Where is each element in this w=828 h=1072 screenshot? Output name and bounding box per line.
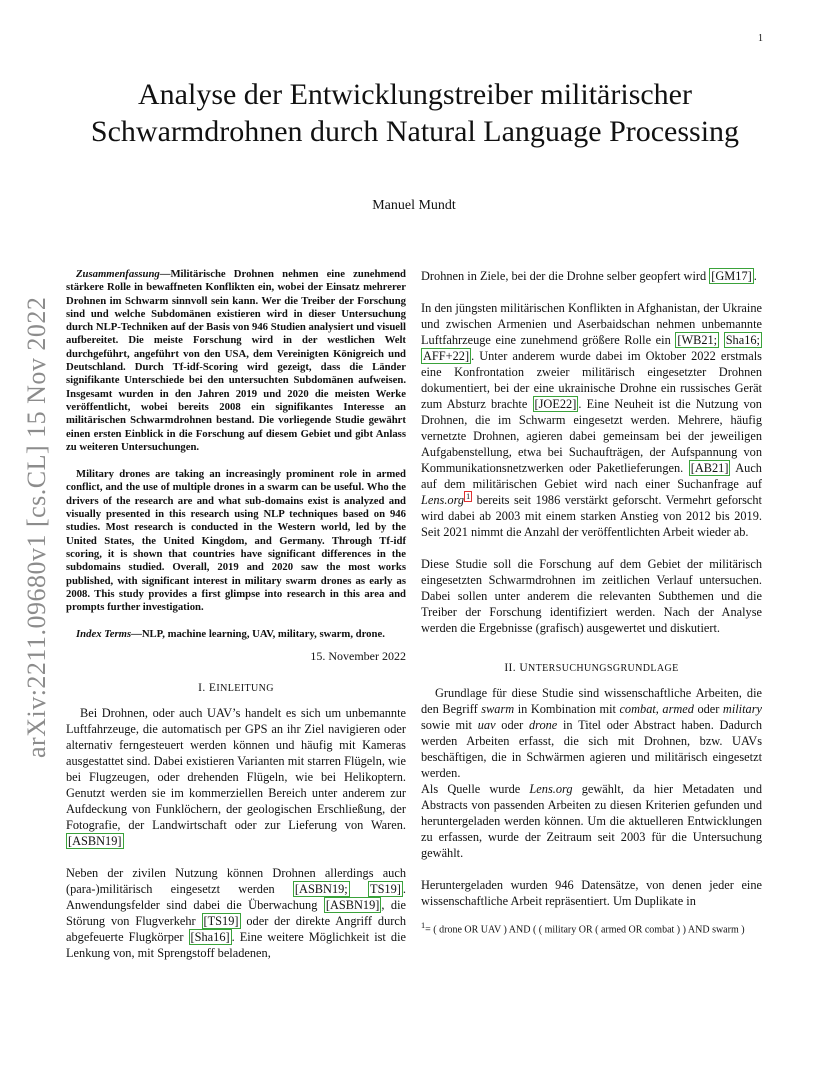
citation-link[interactable]: [WB21; <box>677 333 718 347</box>
section-heading-einleitung <box>66 680 406 697</box>
abstract-german <box>66 268 406 454</box>
paragraph <box>66 705 406 849</box>
paragraph-text: Auch auf dem militärischen Gebiet wird nach einer Suchanfrage auf <box>421 461 762 491</box>
section-number: II. <box>504 662 520 674</box>
paragraph-text: Als Quelle wurde <box>421 782 530 796</box>
paragraph-text: , die Störung von Flugverkehr <box>66 897 406 928</box>
lens-org-term: Lens.org <box>529 782 573 796</box>
section-heading-initial: E <box>208 681 217 694</box>
paragraph-text: In den jüngsten militärischen Konflikten in Afghanistan, der Ukraine und zwischen Armenien und Aserbaidschan nehmen unbemannte Luftfahrzeuge eine zunehmend größere Rolle ein <box>421 301 762 347</box>
keyword-term: armed <box>662 702 694 716</box>
footnote-number: 1 <box>421 921 426 930</box>
citation-link[interactable]: [TS19] <box>203 913 239 928</box>
paper-date: 15. November 2022 <box>310 648 406 663</box>
keyword-term: uav <box>477 718 496 732</box>
keyword-term: combat <box>619 702 656 716</box>
citation-link[interactable]: AFF+22] <box>423 349 470 363</box>
paragraph-text: oder der direkte Angriff durch abgefeuerte Flugkörper <box>66 913 406 944</box>
citation-link[interactable]: [ASBN19] <box>68 833 122 848</box>
paragraph-text: in Titel oder Abstract haben. Dadurch werden Arbeiten erfasst, die sich mit Drohnen, bzw. UAVs beschäftigen, die in Schwärmen agieren und militärisch eingesetzt werden. <box>421 718 762 780</box>
paragraph-text: , <box>655 702 663 716</box>
citation-link[interactable]: [JOE22] <box>534 397 577 411</box>
citation-link[interactable]: [ASBN19; <box>294 881 348 896</box>
section-heading-rest: INLEITUNG <box>216 682 274 694</box>
paragraph: Diese Studie soll die Forschung auf dem Gebiet der militärisch eingesetzten Schwarmdrohnen im zeitlichen Verlauf untersuchen. Dabei sollen unter anderem die relevanten Subthemen und die Treiber der Forschung identifiziert werden. Nach der Analyse werden die Ergebnisse (grafisch) ausgewertet und diskutiert. <box>421 557 762 635</box>
paragraph-text: . <box>753 269 757 283</box>
section-heading-rest: NTERSUCHUNGSGRUNDLAGE <box>528 663 679 674</box>
paragraph-text: oder <box>495 718 529 732</box>
footnote-marker[interactable]: 1 <box>466 491 471 501</box>
section-number: I. <box>198 681 209 694</box>
paragraph <box>66 865 406 961</box>
paragraph-text: oder <box>693 702 723 716</box>
paragraph-text: in Kombination mit <box>514 702 620 716</box>
citation-link[interactable]: TS19] <box>370 881 401 896</box>
author-name: Manuel Mundt <box>372 198 456 213</box>
paragraph-text: . Anwendungsfelder sind dabei die Überwachung <box>66 881 406 912</box>
page-number: 1 <box>758 33 763 44</box>
paragraph-text: . Eine Neuheit ist die Nutzung von Drohnen, die im Schwarm eingesetzt werden. Mehrere, häufig vernetzte Drohnen, agieren dabei gemeinsam bei der jeweiligen Aufgabenstellung, etwa bei Suchaufträgen, der Aufspannung von Kommunikationsnetzwerken oder Paketlieferungen. <box>421 397 762 475</box>
index-terms-text: —NLP, machine learning, UAV, military, swarm, drone. <box>131 628 385 641</box>
paragraph <box>421 300 762 540</box>
abstract-english: Military drones are taking an increasingly prominent role in armed conflict, and the use of multiple drones in a swarm can be useful. Who the drivers of the research are and what sub-domains exist is analyzed and visually presented in this research using NLP techniques based on 946 studies. Most research is conducted in the Western world, led by the United States, the United Kingdom, and Germany. Through Tf-idf scoring, it is shown that countries have significant differences in the subdomains studied. Overall, 2019 and 2020 saw the most works published, with significant interest in military swarm drones as early as 2008. This study provides a first glimpse into research in this area and prompts further investigation. <box>66 468 406 614</box>
right-column <box>421 268 762 936</box>
paragraph-text: Drohnen in Ziele, bei der die Drohne selber geopfert wird <box>421 269 710 283</box>
footnote <box>421 919 762 936</box>
paragraph-text: Neben der zivilen Nutzung können Drohnen allerdings auch (para-)militärisch eingesetzt werden <box>66 865 406 896</box>
paragraph: Heruntergeladen wurden 946 Datensätze, von denen jeder eine wissenschaftliche Arbeit repräsentiert. Um Duplikate in <box>421 878 762 908</box>
keyword-term: swarm <box>481 702 515 716</box>
paragraph <box>421 685 762 781</box>
paragraph-continued <box>421 268 762 284</box>
lens-org-term: Lens.org <box>421 493 465 507</box>
index-terms <box>66 628 406 641</box>
paragraph-text: . Eine weitere Möglichkeit ist die Lenkung von, mit Sprengstoff beladenen, <box>66 929 406 960</box>
paragraph-text: Bei Drohnen, oder auch UAV’s handelt es sich um unbemannte Luftfahrzeuge, die automatisch per GPS an ihr Ziel navigieren oder alternativ ferngesteuert werden können und häufig mit Kameras ausgestattet sind. Dabei existieren Varianten mit starren Flügeln, wie bei Flugzeugen, oder drehenden Flügeln, wie bei Helikoptern. Genutzt werden sie im kommerziellen Bereich unter anderem zur Aufdeckung von Funklöchern, der geologischen Erschließung, der Fotografie, der Landwirtschaft oder zur Lieferung von Waren. <box>66 705 406 832</box>
citation-link[interactable]: [ASBN19] <box>325 897 380 912</box>
left-column <box>66 268 406 961</box>
paragraph-text: Grundlage für diese Studie sind wissenschaftliche Arbeiten, die den Begriff <box>421 686 762 716</box>
paragraph-text: gewählt, da hier Metadaten und Abstracts von passenden Arbeiten zu diesen Kriterien gefunden und heruntergeladen werden können. Um die aktuelleren Entwicklungen zu erfassen, wurde der Zeitraum seit 2003 für die Untersuchung gewählt. <box>421 782 763 860</box>
citation-link[interactable]: Sha16; <box>725 333 760 347</box>
section-heading-untersuchungsgrundlage <box>421 660 762 677</box>
footnote-text: = ( drone OR UAV ) AND ( ( military OR ( armed OR combat ) ) AND swarm ) <box>425 924 745 936</box>
paper-title: Analyse der Entwicklungstreiber militärischer Schwarmdrohnen durch Natural Language Processing <box>90 78 740 148</box>
keyword-term: military <box>722 702 762 716</box>
citation-link[interactable]: [AB21] <box>690 461 729 475</box>
paragraph <box>421 781 762 861</box>
paragraph-text: . Unter anderem wurde dabei im Oktober 2022 erstmals eine Konfrontation zweier militärisch eingesetzter Drohnen dokumentiert, bei der eine ukrainische Drohne ein russisches Gerät zum Absturz brachte <box>421 349 762 411</box>
citation-link[interactable]: [Sha16] <box>190 929 230 944</box>
index-terms-label: Index Terms <box>76 628 132 641</box>
paragraph-text: bereits seit 1986 verstärkt geforscht. Vermehrt geforscht wird dabei ab 2003 mit einem starken Anstieg von 2012 bis 2019. Seit 2021 nimmt die Anzahl der veröffentlichten Arbeit wieder ab. <box>421 493 762 539</box>
paragraph-text: sowie mit <box>421 718 478 732</box>
abstract-label: Zusammenfassung <box>76 268 160 280</box>
arxiv-identifier-stamp: arXiv:2211.09680v1 [cs.CL] 15 Nov 2022 <box>22 296 51 758</box>
section-heading-initial: U <box>519 662 529 674</box>
keyword-term: drone <box>528 718 558 732</box>
citation-link[interactable]: [GM17] <box>711 269 752 283</box>
abstract-german-text: —Militärische Drohnen nehmen eine zunehmend stärkere Rolle in bewaffneten Konflikten ein, wobei der Einsatz mehrerer Drohnen im Schwarm sinnvoll sein kann. Wer die Treiber der Forschung sind und welche Subdomänen existieren wird in dieser Untersuchung durch NLP-Techniken auf der Basis von 946 Studien analysiert und visuell aufbereitet. Die meiste Forschung wird in der westlichen Welt durchgeführt, angeführt von den USA, dem Vereinigten Königreich und Deutschland. Durch Tf-idf-Scoring wird gezeigt, dass die Länder signifikante Unterschiede bei den untersuchten Subdomänen aufweisen. Insgesamt wurden in den Jahren 2019 und 2020 die meisten Werke veröffentlicht, wobei bereits 2008 ein signifikantes Interesse an militärischen Schwarmdrohnen bestand. Die vorliegende Studie gewährt einen ersten Einblick in die Forschung auf diesem Gebiet und gibt Anlass zu weiteren Untersuchungen. <box>66 268 406 453</box>
